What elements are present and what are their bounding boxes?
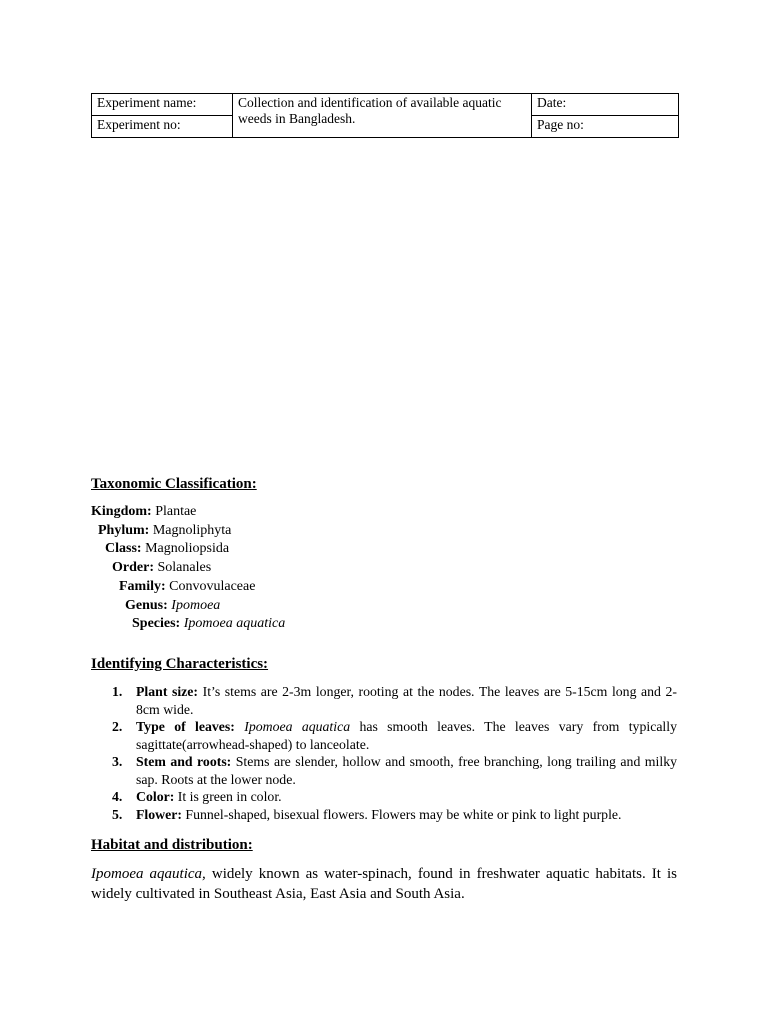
habitat-heading: Habitat and distribution: [91,837,253,853]
experiment-title: Collection and identification of available aquatic weeds in Bangladesh. [233,94,532,138]
habitat-text: widely known as water-spinach, found in freshwater aquatic habitats. It is widely cultivated in Southeast Asia, East Asia and South Asia. [91,866,678,902]
habitat-species-name: Ipomoea aqautica, [91,866,206,882]
item-text: It is green in color. [177,789,282,804]
taxonomy-species [91,615,285,634]
item-number: 3. [112,754,123,769]
item-label: Flower: [136,806,182,822]
species-label: Species: [132,616,181,632]
taxonomy-family [91,578,285,597]
list-item [91,753,677,788]
list-item [91,806,677,824]
phylum-label: Phylum: [98,522,150,538]
item-number: 1. [112,684,123,699]
experiment-header-table [91,93,679,138]
phylum-value: Magnoliphyta [152,522,232,538]
item-number: 2. [112,719,123,734]
list-item [91,718,677,753]
order-value: Solanales [157,560,212,576]
taxonomy-order [91,559,285,578]
item-text: Funnel-shaped, bisexual flowers. Flowers may be white or pink to light purple. [185,806,622,822]
date-label: Date: [532,94,679,116]
habitat-paragraph [91,864,677,904]
item-number: 5. [112,806,123,822]
item-label: Type of leaves: [136,719,235,734]
kingdom-value: Plantae [155,504,197,519]
experiment-no-label: Experiment no: [92,116,233,138]
item-label: Color: [136,789,175,804]
characteristics-list [91,683,677,823]
item-text: has smooth leaves. The leaves vary from typically sagittate(arrowhead-shaped) to lanceolate. [136,719,678,752]
family-label: Family: [119,578,166,594]
page-no-label: Page no: [532,116,679,138]
item-label: Stem and roots: [136,754,232,769]
list-item [91,788,677,806]
experiment-name-label: Experiment name: [92,94,233,116]
item-italic: Ipomoea aquatica [244,719,351,734]
list-item [91,683,677,718]
taxonomy-list [91,503,285,634]
kingdom-label: Kingdom: [91,504,152,519]
genus-label: Genus: [125,597,168,613]
genus-value: Ipomoea [171,597,221,613]
item-label: Plant size: [136,684,199,699]
item-text: Stems are slender, hollow and smooth, free branching, long trailing and milky sap. Roots at the lower node. [136,754,677,787]
class-value: Magnoliopsida [145,541,230,557]
taxonomy-phylum [91,522,285,541]
taxonomy-genus [91,597,285,616]
item-number: 4. [112,789,123,804]
family-value: Convovulaceae [169,578,256,594]
item-text: It’s stems are 2-3m longer, rooting at the nodes. The leaves are 5-15cm long and 2-8cm wide. [136,684,678,717]
species-value: Ipomoea aquatica [183,616,286,632]
identifying-characteristics-heading: Identifying Characteristics: [91,656,269,672]
taxonomic-classification-heading: Taxonomic Classification: [91,476,257,492]
class-label: Class: [105,541,142,557]
order-label: Order: [112,560,154,576]
taxonomy-kingdom [91,503,285,522]
taxonomy-class [91,540,285,559]
